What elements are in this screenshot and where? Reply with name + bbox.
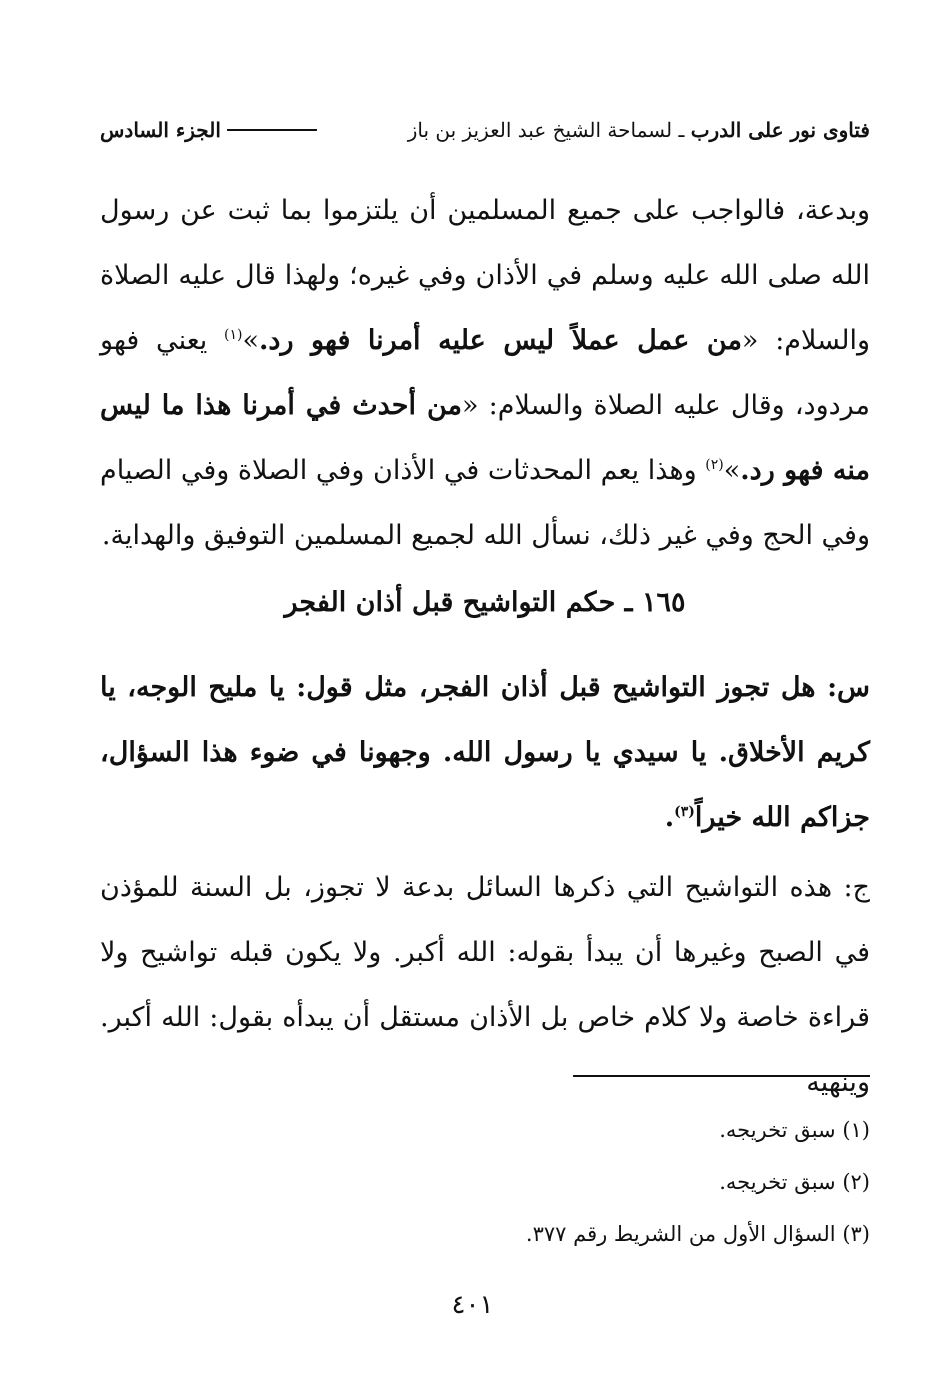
footnotes	[100, 1104, 870, 1260]
hadith-quote-1: من عمل عملاً ليس عليه أمرنا فهو رد.	[259, 325, 742, 356]
footnote-1: (١) سبق تخريجه.	[719, 1118, 870, 1142]
footnote-ref-2: (٢)	[705, 457, 724, 473]
footnote-2: (٢) سبق تخريجه.	[719, 1170, 870, 1194]
book-author: لسماحة الشيخ عبد العزيز بن باز	[407, 118, 673, 142]
answer-paragraph: ج: هذه التواشيح التي ذكرها السائل بدعة لا تجوز، بل السنة للمؤذن في الصبح وغيرها أن يبدأ بقوله: الله أكبر. ولا يكون قبله تواشيح ولا قراءة خاصة ولا كلام خاص بل الأذان مستقل أن يبدأه بقول: الله أكبر. وينهيه	[100, 872, 870, 1098]
volume-label: الجزء السادس	[100, 118, 221, 142]
paragraph-continuation: وبدعة، فالواجب على جميع المسلمين أن يلتزموا بما ثبت عن رسول الله صلى الله عليه وسلم في الأذان وفي غيره؛ ولهذا قال عليه الصلاة والسلام: «من عمل عملاً ليس عليه أمرنا فهو رد.»$^{(١)}$ يعني فهو مردود، وقال عليه الصلاة والسلام: «من أحدث في أمرنا هذا ما ليس منه فهو رد.»$^{(٢)}$ وهذا يعم المحدثات في الأذان وفي الصلاة وفي الصيام وفي الحج وفي غير ذلك، نسأل الله لجميع المسلمين التوفيق والهداية.	[100, 195, 870, 551]
page-number: ٤٠١	[451, 1290, 494, 1320]
footnote-ref-1: (١)	[224, 327, 243, 343]
question-paragraph: س: هل تجوز التواشيح قبل أذان الفجر، مثل قول: يا مليح الوجه، يا كريم الأخلاق. يا سيدي يا رسول الله. وجهونا في ضوء هذا السؤال، جزاكم الله خيراً$^{(٣)}$.	[100, 672, 870, 833]
header-rule	[227, 129, 317, 131]
hadith-quote-2: من أحدث في أمرنا هذا ما ليس منه فهو رد.	[100, 390, 870, 486]
running-header	[100, 112, 870, 148]
book-title: فتاوى نور على الدرب	[690, 118, 870, 142]
footnote-ref-3: (٣)	[674, 804, 695, 820]
header-volume-group	[100, 118, 317, 142]
header-title-group: فتاوى نور على الدرب ـ لسماحة الشيخ عبد العزيز بن باز	[407, 118, 870, 142]
fatwa-heading: ١٦٥ ـ حكم التواشيح قبل أذان الفجر	[284, 587, 686, 618]
footnote-3: (٣) السؤال الأول من الشريط رقم ٣٧٧.	[525, 1222, 870, 1246]
footnote-separator	[573, 1075, 870, 1077]
